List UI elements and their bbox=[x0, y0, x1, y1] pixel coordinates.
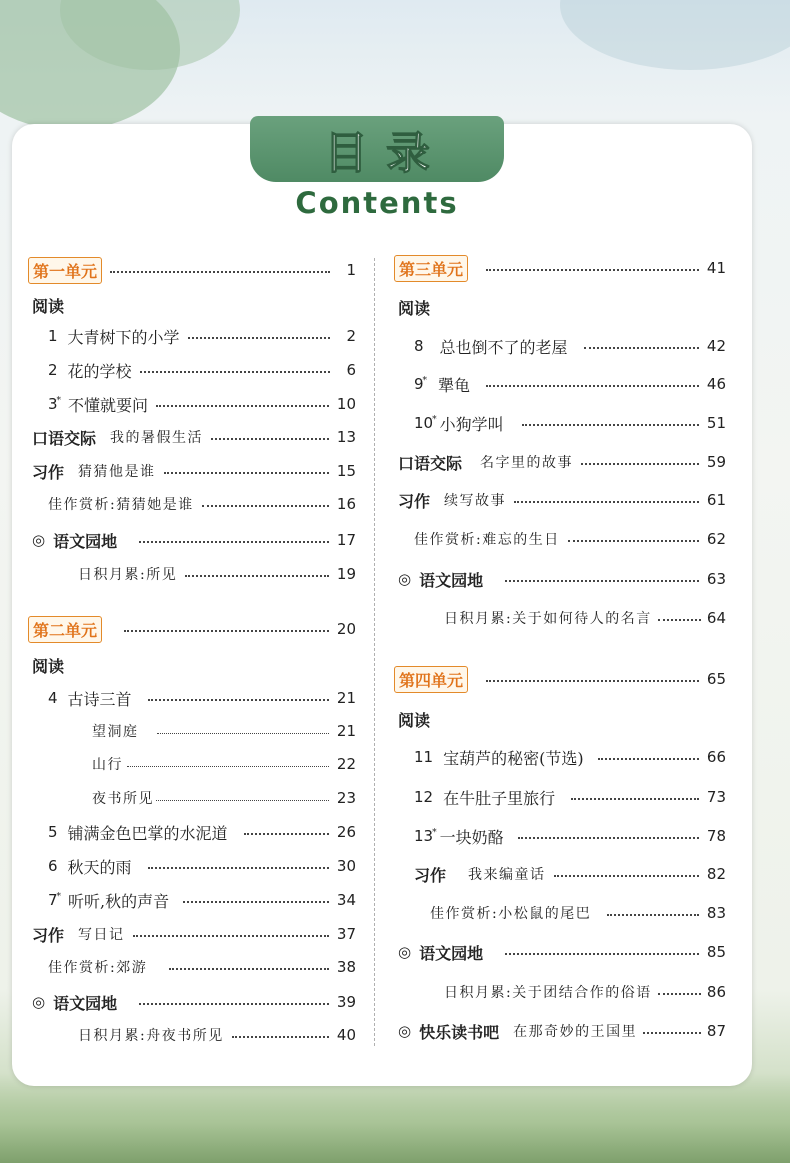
lesson-number: 11 bbox=[414, 748, 434, 766]
page-number: 38 bbox=[336, 958, 356, 976]
leader-dots bbox=[139, 541, 329, 543]
leader-dots bbox=[124, 630, 329, 632]
page-number: 82 bbox=[706, 865, 726, 883]
page-number: 86 bbox=[706, 983, 726, 1001]
page-number: 51 bbox=[706, 414, 726, 432]
circle-icon: ◎ bbox=[398, 570, 412, 588]
page-number: 30 bbox=[336, 857, 356, 875]
page-number: 20 bbox=[336, 620, 356, 638]
leader-dots bbox=[518, 837, 699, 839]
toc-lesson[interactable] bbox=[48, 324, 356, 348]
column-divider bbox=[374, 258, 375, 1046]
circle-icon: ◎ bbox=[398, 943, 412, 961]
toc-reading-bar[interactable] bbox=[398, 1019, 726, 1043]
section-heading: 语文园地 bbox=[419, 570, 484, 590]
item-title: 续写故事 bbox=[444, 493, 507, 509]
leader-dots bbox=[643, 1032, 701, 1034]
page-number: 34 bbox=[336, 891, 356, 909]
leader-dots bbox=[156, 405, 329, 407]
toc-lesson[interactable] bbox=[414, 745, 726, 769]
leader-dots bbox=[505, 953, 699, 955]
item-title: 佳作赏析:难忘的生日 bbox=[414, 532, 560, 548]
leader-dots bbox=[598, 758, 699, 760]
toc-unit-2[interactable] bbox=[28, 617, 356, 641]
lesson-number: 7 bbox=[48, 891, 58, 909]
section-reading: 阅读 bbox=[32, 657, 65, 676]
lesson-title: 宝葫芦的秘密(节选) bbox=[443, 748, 584, 768]
page-number: 41 bbox=[706, 259, 726, 277]
lesson-number: 5 bbox=[48, 823, 58, 841]
leader-dots bbox=[568, 540, 699, 542]
optional-star-icon: * bbox=[432, 415, 437, 425]
toc-daily[interactable] bbox=[78, 562, 356, 586]
leader-dots bbox=[133, 935, 329, 937]
leader-dots bbox=[127, 766, 329, 767]
lesson-title: 铺满金色巴掌的水泥道 bbox=[67, 823, 228, 843]
page-number: 59 bbox=[706, 453, 726, 471]
toc-lesson[interactable] bbox=[48, 888, 356, 912]
unit-badge: 第四单元 bbox=[394, 666, 468, 693]
unit-badge: 第二单元 bbox=[28, 616, 102, 643]
page-number: 40 bbox=[336, 1026, 356, 1044]
toc-lesson[interactable] bbox=[414, 824, 726, 848]
page-number: 46 bbox=[706, 375, 726, 393]
section-heading: 口语交际 bbox=[398, 453, 463, 473]
page-number: 64 bbox=[706, 609, 726, 627]
page-number: 2 bbox=[346, 327, 356, 345]
optional-star-icon: * bbox=[56, 396, 62, 406]
toc-lesson[interactable] bbox=[48, 820, 356, 844]
lesson-title: 不懂就要问 bbox=[68, 395, 149, 415]
unit-badge: 第一单元 bbox=[28, 257, 102, 284]
lesson-number: 4 bbox=[48, 689, 58, 707]
item-title: 佳作赏析:猜猜她是谁 bbox=[48, 497, 194, 513]
poem-title: 望洞庭 bbox=[92, 724, 139, 740]
section-heading: 语文园地 bbox=[419, 943, 484, 963]
toc-daily[interactable] bbox=[444, 980, 726, 1004]
leader-dots bbox=[185, 575, 329, 577]
page-number: 61 bbox=[706, 491, 726, 509]
toc-lesson[interactable] bbox=[48, 686, 356, 710]
leader-dots bbox=[522, 424, 699, 426]
leader-dots bbox=[148, 867, 329, 869]
section-heading: 口语交际 bbox=[32, 428, 97, 448]
optional-star-icon: * bbox=[56, 892, 62, 902]
lesson-title: 听听,秋的声音 bbox=[68, 891, 170, 911]
lesson-title: 犟龟 bbox=[438, 375, 471, 395]
leader-dots bbox=[164, 472, 329, 474]
leader-dots bbox=[211, 438, 329, 440]
toc-writing[interactable] bbox=[398, 488, 726, 512]
lesson-number: 6 bbox=[48, 857, 58, 875]
section-heading: 语文园地 bbox=[53, 993, 118, 1013]
lesson-number: 10 bbox=[414, 414, 434, 432]
leader-dots bbox=[232, 1036, 329, 1038]
lesson-title: 大青树下的小学 bbox=[67, 327, 180, 347]
section-heading: 快乐读书吧 bbox=[419, 1022, 500, 1042]
lesson-title: 一块奶酪 bbox=[439, 827, 504, 847]
leader-dots bbox=[505, 580, 699, 582]
toc-daily[interactable] bbox=[444, 606, 726, 630]
leader-dots bbox=[658, 619, 701, 621]
page-number: 17 bbox=[336, 531, 356, 549]
lesson-title: 小狗学叫 bbox=[439, 414, 504, 434]
section-reading: 阅读 bbox=[398, 711, 431, 730]
section-heading: 语文园地 bbox=[53, 531, 118, 551]
leader-dots bbox=[581, 463, 699, 465]
toc-garden[interactable] bbox=[398, 567, 726, 591]
item-title: 日积月累:所见 bbox=[78, 567, 178, 583]
toc-appreciation[interactable] bbox=[414, 527, 726, 551]
page-number: 66 bbox=[706, 748, 726, 766]
item-title: 佳作赏析:小松鼠的尾巴 bbox=[430, 906, 592, 922]
page-number: 42 bbox=[706, 337, 726, 355]
page-number: 21 bbox=[336, 722, 356, 740]
item-title: 佳作赏析:郊游 bbox=[48, 960, 148, 976]
leader-dots bbox=[486, 269, 699, 271]
toc-unit-4[interactable] bbox=[394, 667, 726, 691]
page-number: 26 bbox=[336, 823, 356, 841]
leader-dots bbox=[514, 501, 699, 503]
lesson-number: 1 bbox=[48, 327, 58, 345]
title-banner bbox=[250, 116, 504, 182]
lesson-number: 2 bbox=[48, 361, 58, 379]
toc-lesson[interactable] bbox=[48, 854, 356, 878]
leader-dots bbox=[607, 914, 699, 916]
leader-dots bbox=[584, 347, 699, 349]
toc-unit-3[interactable] bbox=[394, 256, 726, 280]
item-title: 日积月累:关于如何待人的名言 bbox=[444, 611, 652, 627]
poem-title: 山行 bbox=[92, 757, 123, 773]
toc-writing[interactable] bbox=[32, 459, 356, 483]
leader-dots bbox=[156, 800, 329, 801]
toc-lesson[interactable] bbox=[414, 785, 726, 809]
page-number: 19 bbox=[336, 565, 356, 583]
toc-appreciation[interactable] bbox=[48, 492, 356, 516]
page-number: 78 bbox=[706, 827, 726, 845]
leader-dots bbox=[188, 337, 330, 339]
page-subtitle: Contents bbox=[295, 186, 459, 220]
leader-dots bbox=[139, 1003, 329, 1005]
page-number: 10 bbox=[336, 395, 356, 413]
toc-appreciation[interactable] bbox=[430, 901, 726, 925]
leader-dots bbox=[157, 733, 329, 734]
page-number: 87 bbox=[706, 1022, 726, 1040]
leader-dots bbox=[486, 680, 699, 682]
page-number: 83 bbox=[706, 904, 726, 922]
lesson-number: 8 bbox=[414, 337, 424, 355]
item-title: 写日记 bbox=[78, 927, 125, 943]
leader-dots bbox=[486, 385, 699, 387]
page-number: 65 bbox=[706, 670, 726, 688]
page-number: 22 bbox=[336, 755, 356, 773]
page-title: 目录 bbox=[324, 128, 448, 179]
toc-garden[interactable] bbox=[32, 990, 356, 1014]
lesson-number: 3 bbox=[48, 395, 58, 413]
toc-poem[interactable] bbox=[92, 752, 356, 776]
lesson-title: 花的学校 bbox=[67, 361, 132, 381]
toc-garden[interactable] bbox=[32, 528, 356, 552]
poem-title: 夜书所见 bbox=[92, 791, 154, 807]
unit-badge: 第三单元 bbox=[394, 255, 468, 282]
leader-dots bbox=[169, 968, 329, 970]
section-reading: 阅读 bbox=[32, 297, 65, 316]
leader-dots bbox=[183, 901, 329, 903]
page-number: 73 bbox=[706, 788, 726, 806]
lesson-title: 秋天的雨 bbox=[67, 857, 132, 877]
toc-daily[interactable] bbox=[78, 1023, 356, 1047]
toc-writing[interactable] bbox=[414, 862, 726, 886]
lesson-number: 13 bbox=[414, 827, 434, 845]
toc-appreciation[interactable] bbox=[48, 955, 356, 979]
leader-dots bbox=[244, 833, 329, 835]
toc-oral[interactable] bbox=[32, 425, 356, 449]
optional-star-icon: * bbox=[432, 828, 437, 838]
leader-dots bbox=[140, 371, 330, 373]
page-number: 85 bbox=[706, 943, 726, 961]
circle-icon: ◎ bbox=[398, 1022, 412, 1040]
toc-unit-1[interactable] bbox=[28, 258, 356, 282]
toc-garden[interactable] bbox=[398, 940, 726, 964]
item-title: 我的暑假生活 bbox=[110, 430, 204, 446]
page-number: 62 bbox=[706, 530, 726, 548]
grass-field bbox=[0, 1073, 790, 1163]
lesson-number: 9 bbox=[414, 375, 424, 393]
page-number: 37 bbox=[336, 925, 356, 943]
leader-dots bbox=[571, 798, 699, 800]
section-heading: 习作 bbox=[414, 865, 447, 885]
page-number: 63 bbox=[706, 570, 726, 588]
section-heading: 习作 bbox=[32, 925, 65, 945]
page-number: 23 bbox=[336, 789, 356, 807]
page-number: 39 bbox=[336, 993, 356, 1011]
item-title: 日积月累:关于团结合作的俗语 bbox=[444, 985, 652, 1001]
item-title: 名字里的故事 bbox=[480, 455, 574, 471]
circle-icon: ◎ bbox=[32, 531, 46, 549]
leader-dots bbox=[202, 505, 329, 507]
lesson-title: 总也倒不了的老屋 bbox=[439, 337, 568, 357]
item-title: 日积月累:舟夜书所见 bbox=[78, 1028, 224, 1044]
section-heading: 习作 bbox=[398, 491, 431, 511]
page-number: 16 bbox=[336, 495, 356, 513]
lesson-title: 在牛肚子里旅行 bbox=[443, 788, 556, 808]
leader-dots bbox=[554, 875, 699, 877]
leader-dots bbox=[148, 699, 329, 701]
leader-dots bbox=[110, 271, 330, 273]
toc-lesson[interactable] bbox=[48, 392, 356, 416]
page-number: 1 bbox=[346, 261, 356, 279]
item-title: 在那奇妙的王国里 bbox=[513, 1024, 638, 1040]
toc-oral[interactable] bbox=[398, 450, 726, 474]
page-number: 13 bbox=[336, 428, 356, 446]
page-number: 15 bbox=[336, 462, 356, 480]
toc-lesson[interactable] bbox=[414, 334, 726, 358]
lesson-title: 古诗三首 bbox=[67, 689, 132, 709]
circle-icon: ◎ bbox=[32, 993, 46, 1011]
page-number: 6 bbox=[346, 361, 356, 379]
leader-dots bbox=[658, 993, 701, 995]
page-number: 21 bbox=[336, 689, 356, 707]
section-reading: 阅读 bbox=[398, 299, 431, 318]
section-heading: 习作 bbox=[32, 462, 65, 482]
toc-writing[interactable] bbox=[32, 922, 356, 946]
item-title: 我来编童话 bbox=[468, 867, 546, 883]
toc-lesson[interactable] bbox=[414, 372, 726, 396]
optional-star-icon: * bbox=[422, 376, 428, 386]
item-title: 猜猜他是谁 bbox=[78, 464, 156, 480]
toc-lesson[interactable] bbox=[414, 411, 726, 435]
toc-poem[interactable] bbox=[92, 719, 356, 743]
toc-poem[interactable] bbox=[92, 786, 356, 810]
toc-lesson[interactable] bbox=[48, 358, 356, 382]
lesson-number: 12 bbox=[414, 788, 434, 806]
